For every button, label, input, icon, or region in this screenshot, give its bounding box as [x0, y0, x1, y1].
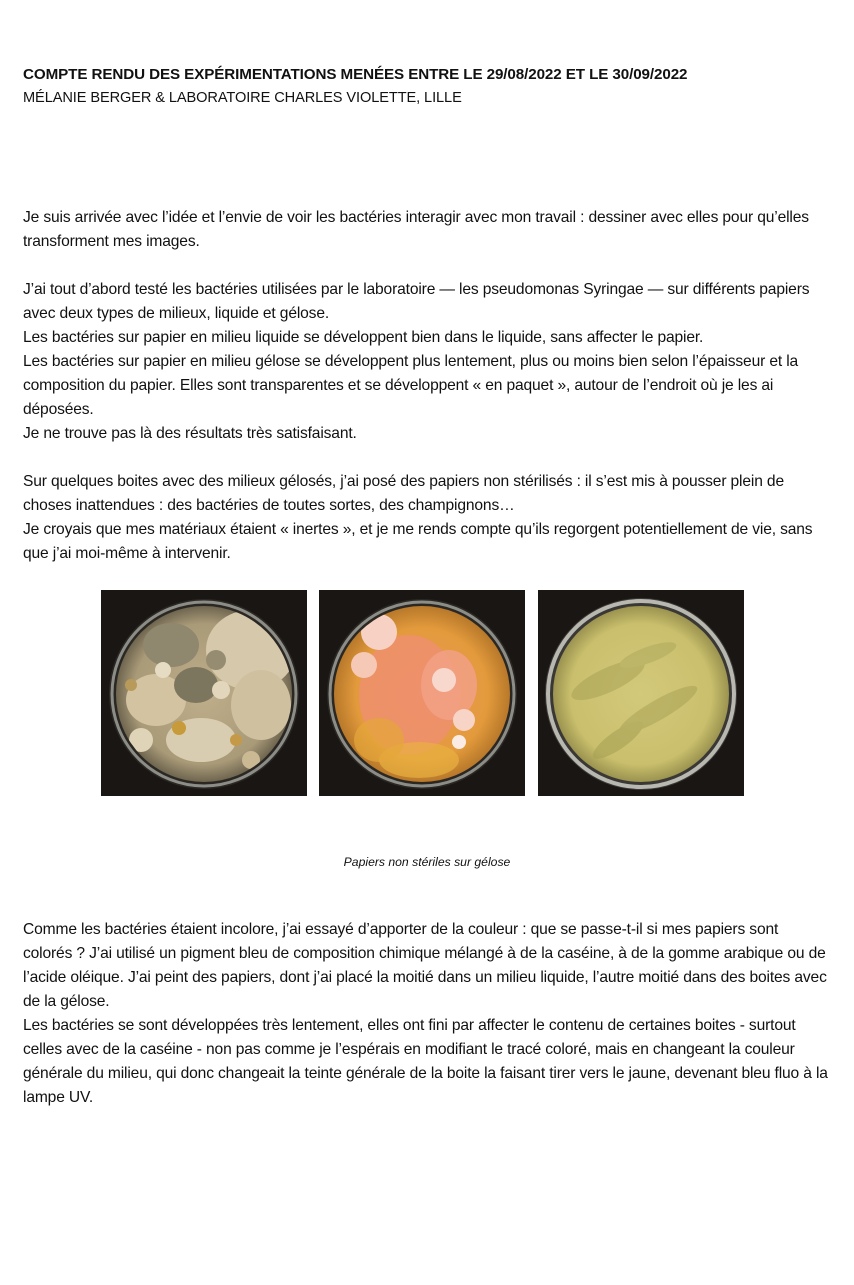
petri-dish-photo-2	[319, 590, 525, 796]
paragraph: Les bactéries sur papier en milieu liquide se développent bien dans le liquide, sans affecter le papier.	[23, 329, 704, 346]
petri-dish-photo-1	[101, 590, 307, 796]
document-subtitle: MÉLANIE BERGER & LABORATOIRE CHARLES VIOLETTE, LILLE	[23, 90, 462, 106]
intro-section	[23, 206, 831, 566]
document-title: COMPTE RENDU DES EXPÉRIMENTATIONS MENÉES ENTRE LE 29/08/2022 ET LE 30/09/2022	[23, 66, 688, 83]
paragraph: Je croyais que mes matériaux étaient « inertes », et je me rends compte qu’ils regorgent potentiellement de vie, sans que j’ai moi-même à intervenir.	[23, 521, 813, 562]
paragraph: Je suis arrivée avec l’idée et l’envie de voir les bactéries interagir avec mon travail : dessiner avec elles pour qu’elles transforment mes images.	[23, 209, 809, 250]
petri-dish-figure	[101, 590, 744, 796]
figure-caption: Papiers non stériles sur gélose	[343, 855, 511, 869]
paragraph: Je ne trouve pas là des résultats très satisfaisant.	[23, 425, 357, 442]
paragraph: Comme les bactéries étaient incolore, j’ai essayé d’apporter de la couleur : que se passe-t-il si mes papiers sont colorés ? J’ai utilisé un pigment bleu de composition chimique mélangé à de la caséine, à de la gomme arabique ou de l’acide oléique. J’ai peint des papiers, dont j’ai placé la moitié dans un milieu liquide, l’autre moitié dans des boites avec de la gélose.	[23, 921, 827, 1010]
paragraph: Sur quelques boites avec des milieux gélosés, j’ai posé des papiers non stérilisés : il s’est mis à pousser plein de choses inattendues : des bactéries de toutes sortes, des champignons…	[23, 473, 784, 514]
paragraph: J’ai tout d’abord testé les bactéries utilisées par le laboratoire — les pseudomonas Syringae — sur différents papiers avec deux types de milieux, liquide et gélose.	[23, 281, 810, 322]
petri-dish-photo-3	[538, 590, 744, 796]
conclusion-section	[23, 918, 831, 1110]
paragraph: Les bactéries sur papier en milieu gélose se développent plus lentement, plus ou moins bien selon l’épaisseur et la composition du papier. Elles sont transparentes et se développent « en paquet », autour de l’endroit où je les ai déposées.	[23, 353, 799, 418]
paragraph: Les bactéries se sont développées très lentement, elles ont fini par affecter le contenu de certaines boites - surtout celles avec de la caséine - non pas comme je l’espérais en modifiant le tracé coloré, mais en changeant la couleur générale du milieu, qui donc changeait la teinte générale de la boite la faisant tirer vers le jaune, devenant bleu fluo à la lampe UV.	[23, 1017, 828, 1106]
